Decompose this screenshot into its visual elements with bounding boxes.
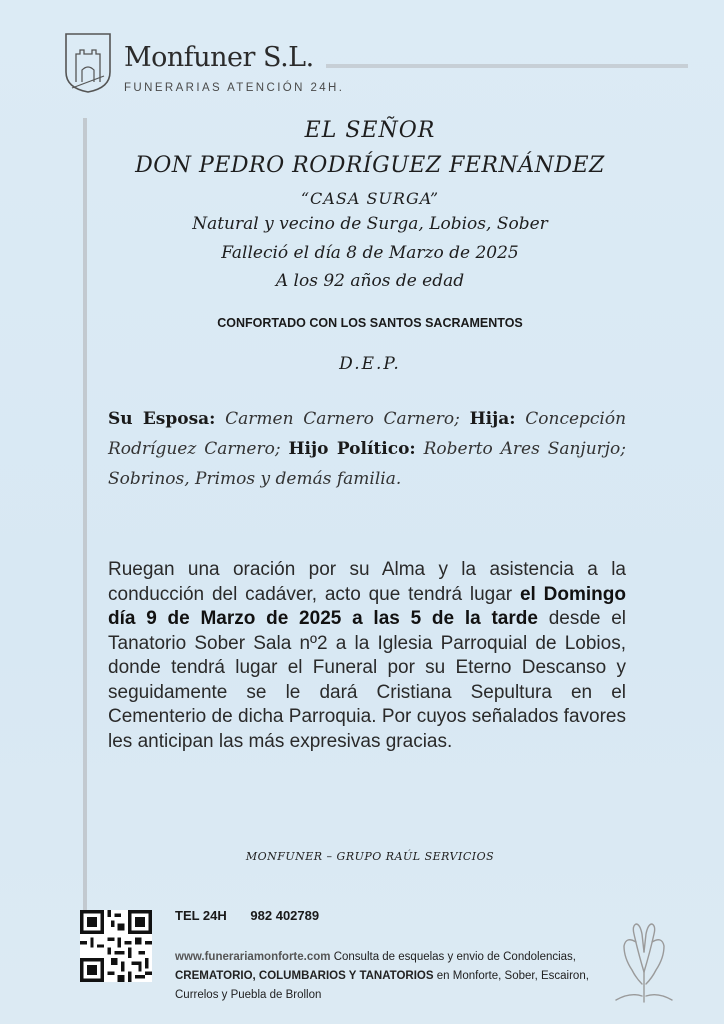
phone-line: [175, 908, 319, 923]
castle-logo-icon: [62, 32, 114, 94]
age-line: A los 92 años de edad: [275, 271, 465, 291]
family-paragraph: [108, 404, 626, 494]
spouse-label: Su Esposa:: [108, 409, 216, 429]
info-text-1: Consulta de esquelas y envio de Condolencias,: [333, 951, 577, 963]
daughter-label: Hija:: [469, 409, 516, 429]
qr-code-icon[interactable]: [80, 910, 152, 982]
company-info: [175, 948, 595, 1005]
soninlaw-label: Hijo Político:: [288, 439, 416, 459]
origin-line: Natural y vecino de Surga, Lobios, Sober: [192, 214, 548, 234]
side-rule: [83, 118, 87, 948]
announcement-paragraph: [108, 558, 626, 754]
sacraments-line: CONFORTADO CON LOS SANTOS SACRAMENTOS: [217, 316, 523, 330]
notice-title: EL SEÑOR: [304, 118, 436, 143]
house-name: “CASA SURGA”: [300, 189, 440, 208]
header-rule: [326, 64, 688, 68]
dep-line: D.E.P.: [339, 354, 401, 374]
phone-number[interactable]: 982 402789: [250, 908, 320, 923]
deceased-name: DON PEDRO RODRÍGUEZ FERNÁNDEZ: [135, 153, 605, 178]
announcement-part2: desde el Tanatorio Sober Sala nº2 a la Iglesia Parroquial de Lobios, donde tendrá lugar el Funeral por su Eterno Descanso y seguidamente se le dará Cristiana Sepultura en el Cementerio de dicha Parroquia. Por cuyos señalados favores les anticipan las más expresivas gracias.: [108, 608, 627, 752]
info-text-2: en Monforte, Sober, Escairon, Currelos y Puebla de Brollon: [175, 970, 589, 1001]
brand-name: Monfuner S.L.: [124, 42, 314, 73]
death-date-line: Falleció el día 8 de Marzo de 2025: [221, 243, 519, 263]
info-services: CREMATORIO, COLUMBARIOS Y TANATORIOS: [175, 970, 434, 982]
spouse-name: Carmen Carnero Carnero;: [225, 409, 460, 429]
group-signature: MONFUNER – GRUPO RAÚL SERVICIOS: [245, 850, 495, 863]
phone-label: TEL 24H: [175, 908, 227, 923]
website-link[interactable]: www.funerariamonforte.com: [175, 951, 331, 963]
announcement-part1: Ruegan una oración por su Alma y la asistencia a la conducción del cadáver, acto que tendrá lugar: [108, 559, 626, 605]
soninlaw-name: Roberto Ares Sanjurjo; Sobrinos, Primos y demás familia.: [108, 439, 627, 489]
announcement-date: el Domingo día 9 de Marzo de 2025 a las 5 de la tarde: [108, 583, 626, 629]
praying-hands-icon: [596, 912, 692, 1008]
daughter-name: Concepción Rodríguez Carnero;: [108, 409, 627, 459]
brand-tagline: FUNERARIAS ATENCIÓN 24H.: [124, 82, 345, 94]
